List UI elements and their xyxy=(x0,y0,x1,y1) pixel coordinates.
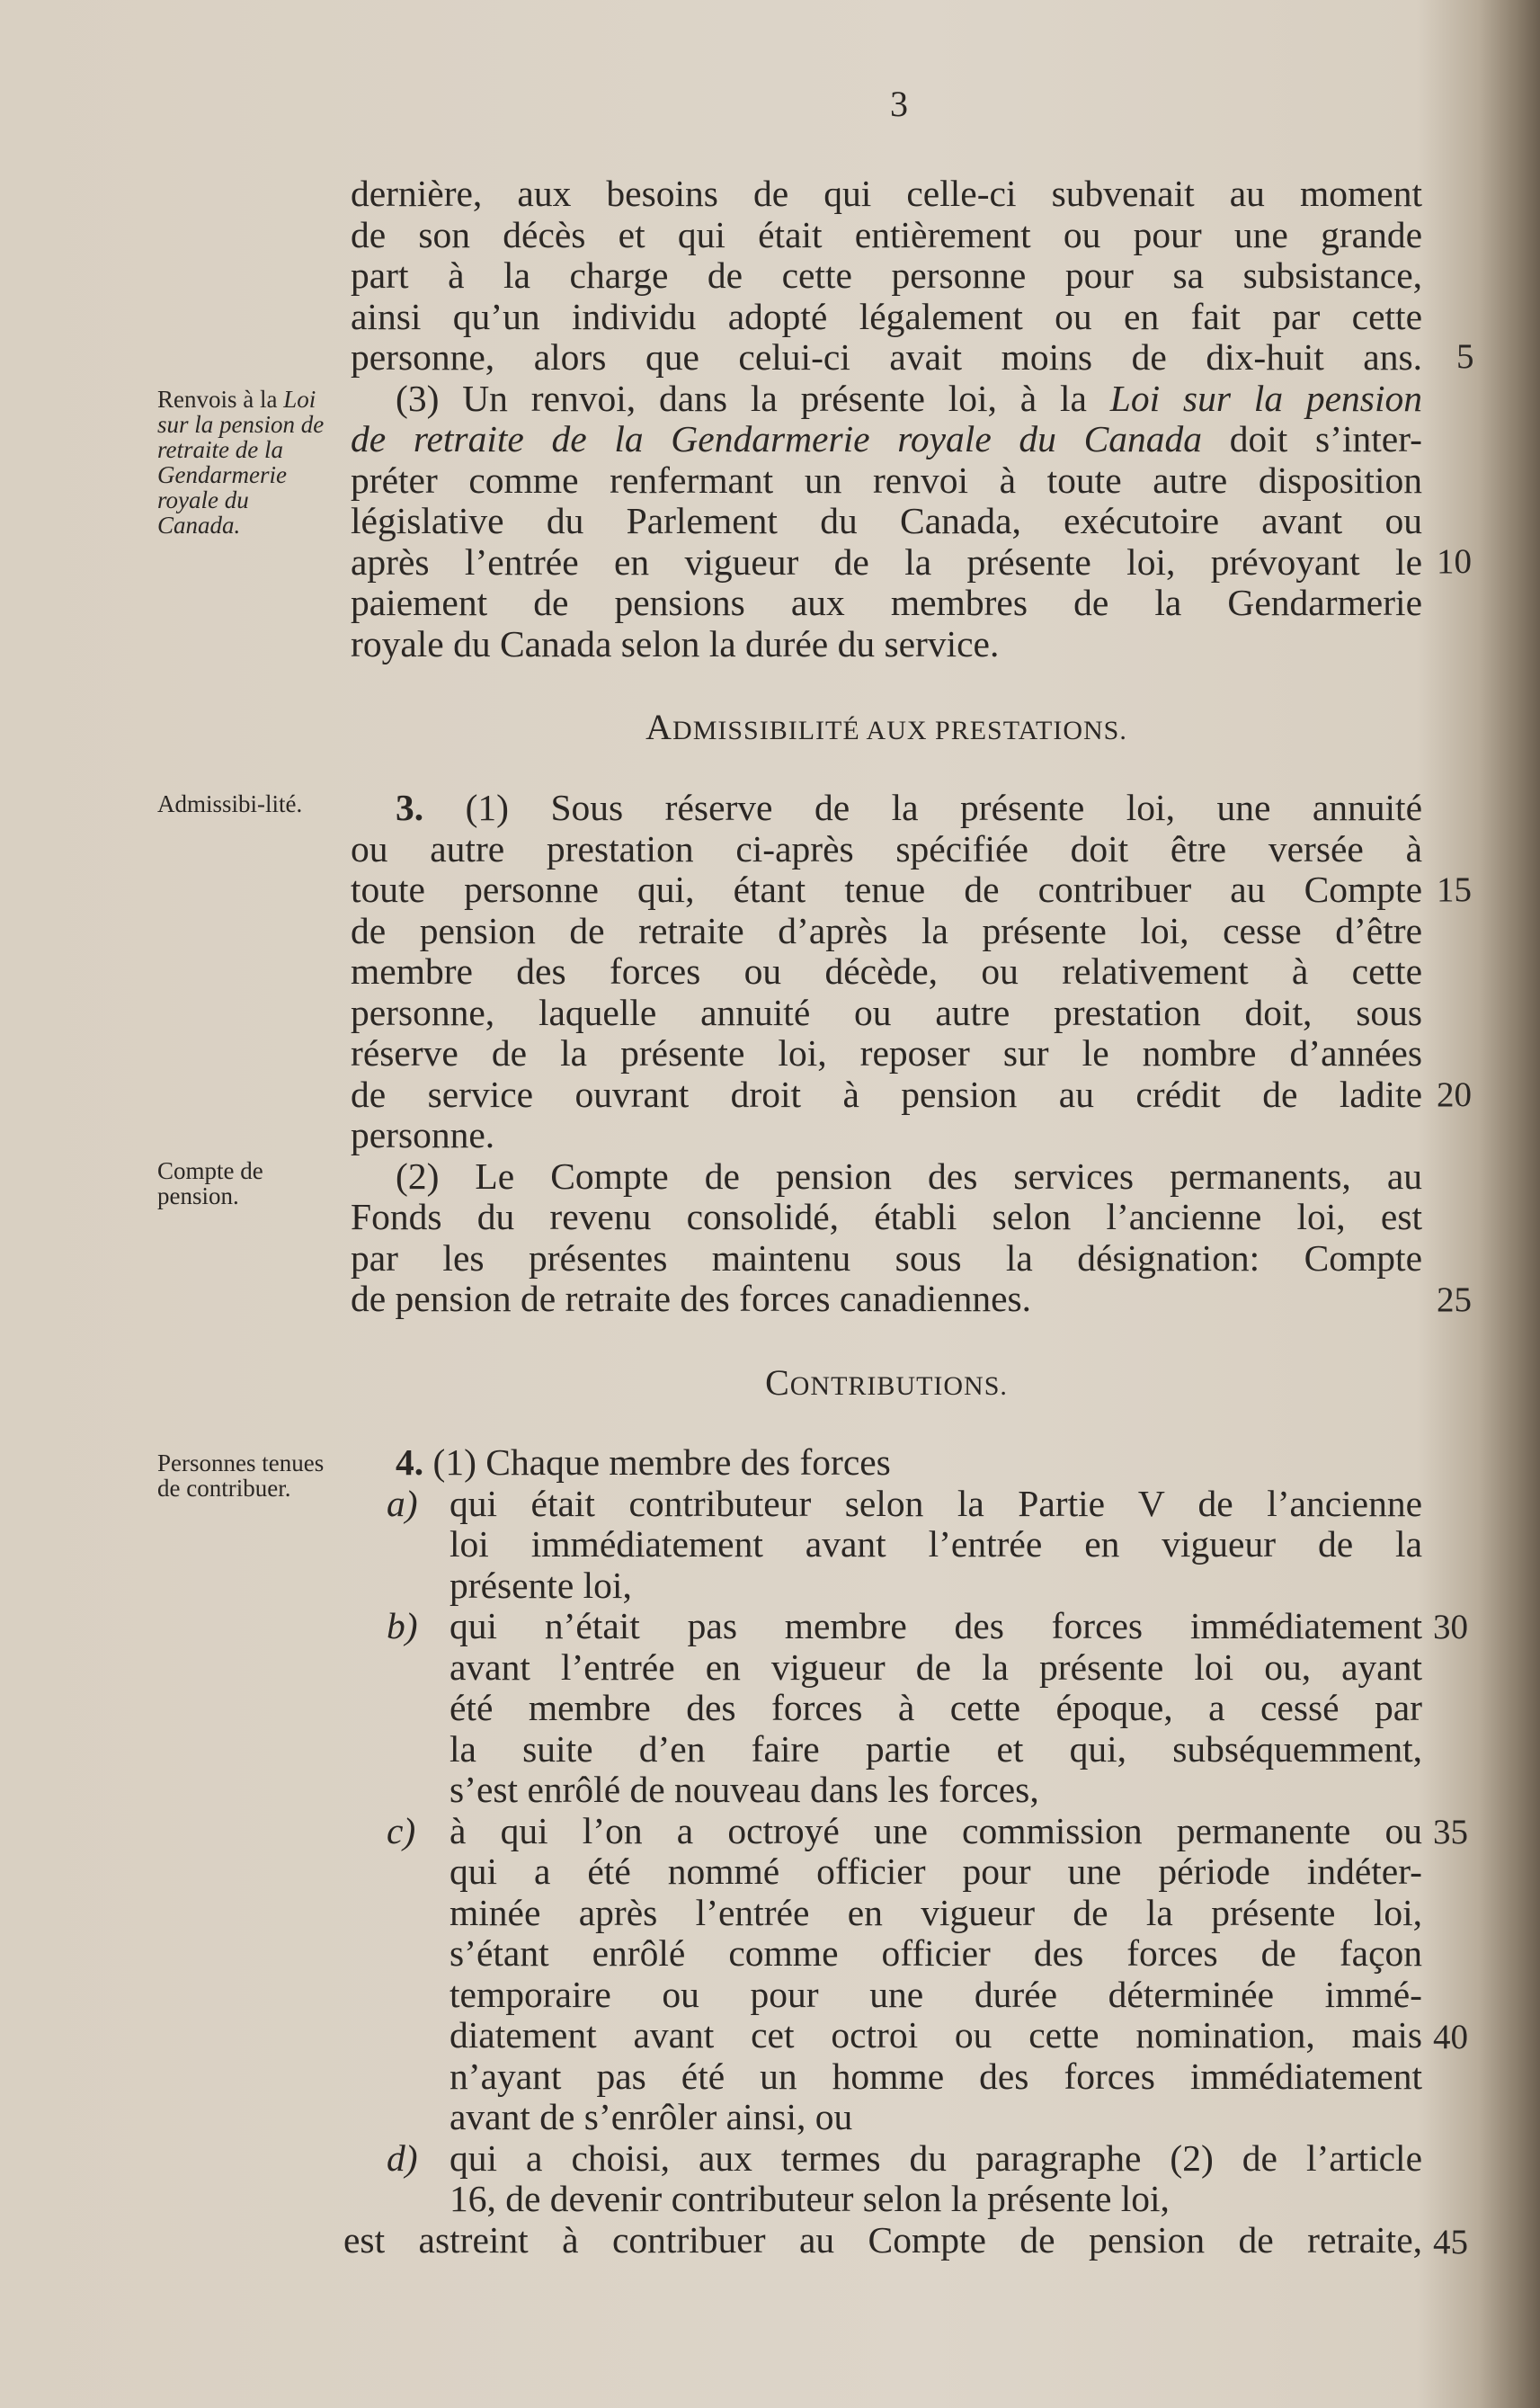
text-line: à qui l’on a octroyé une commission permanente ou xyxy=(450,1809,1422,1851)
text-line: réserve de la présente loi, reposer sur le nombre d’années xyxy=(351,1032,1422,1074)
section-4 xyxy=(343,1441,1422,2261)
list-item-a xyxy=(351,1484,1422,1607)
text-line: royale du Canada selon la durée du service. xyxy=(351,622,1000,664)
text-line: ainsi qu’un individu adopté légalement ou en fait par cette xyxy=(351,295,1422,337)
heading-rest: DMISSIBILITÉ AUX PRESTATIONS. xyxy=(672,716,1127,745)
text-line: été membre des forces à cette époque, a cessé par xyxy=(450,1687,1422,1728)
text-line: par les présentes maintenu sous la désignation: Compte xyxy=(351,1236,1422,1279)
text-line: (2) Le Compte de pension des services permanents, au xyxy=(396,1155,1422,1197)
text-line: avant de s’enrôler ainsi, ou xyxy=(450,2096,853,2137)
page-number: 3 xyxy=(890,84,908,124)
text-line: n’ayant pas été un homme des forces immédiatement xyxy=(450,2055,1422,2097)
para3-start: (3) Un renvoi, dans la présente loi, à la xyxy=(396,377,1110,419)
line-number: 45 xyxy=(1433,2223,1468,2261)
text-line: qui n’était pas membre des forces immédiatement xyxy=(450,1605,1422,1646)
margin-note-renvois-label: Renvois à la xyxy=(157,386,278,413)
line-number: 40 xyxy=(1433,2018,1468,2056)
heading-cap: C xyxy=(765,1362,790,1403)
text-line: qui a été nommé officier pour une période indéter- xyxy=(450,1851,1422,1892)
line-number: 20 xyxy=(1437,1075,1472,1114)
text-line: qui était contributeur selon la Partie V de l’ancienne xyxy=(450,1482,1422,1524)
text-line: personne, alors que celui-ci avait moins de dix-huit ans. xyxy=(351,336,1422,378)
paragraph-3-line-2 xyxy=(351,419,1422,460)
margin-note-renvois xyxy=(157,387,328,538)
margin-note-admissibilite: Admissibi-lité. xyxy=(157,790,303,817)
section-heading-contributions xyxy=(351,1361,1422,1404)
text-line: paiement de pensions aux membres de la Gendarmerie xyxy=(351,582,1422,623)
paragraph-3-line-1 xyxy=(351,379,1422,420)
text-line: toute personne qui, étant tenue de contribuer au Compte xyxy=(351,869,1422,910)
text-line: loi immédiatement avant l’entrée en vigueur de la xyxy=(450,1523,1422,1565)
heading-cap: A xyxy=(645,707,673,747)
list-item-c xyxy=(351,1811,1422,2138)
margin-note-compte: Compte de pension. xyxy=(157,1157,263,1209)
line-number: 35 xyxy=(1433,1813,1468,1851)
text-line: personne. xyxy=(351,1114,495,1155)
item-label: c) xyxy=(387,1809,416,1851)
text-line: s’étant enrôlé comme officier des forces de façon xyxy=(450,1932,1422,1974)
text-line: personne, laquelle annuité ou autre prestation doit, sous xyxy=(351,991,1422,1033)
text-line: temporaire ou pour une durée déterminée immé- xyxy=(450,1973,1422,2015)
line-number: 25 xyxy=(1437,1280,1472,1319)
para3-act-title: Loi sur la pension xyxy=(1109,377,1422,419)
section-4-intro-text: (1) Chaque membre des forces xyxy=(423,1441,891,1483)
text-line: après l’entrée en vigueur de la présente loi, prévoyant le xyxy=(351,540,1422,583)
para3-act-title-cont: de retraite de la Gendarmerie royale du Canada xyxy=(351,418,1203,459)
section-4-intro xyxy=(351,1442,1422,1484)
line-number: 10 xyxy=(1437,542,1472,581)
section-3 xyxy=(351,788,1422,1320)
text-line: qui a choisi, aux termes du paragraphe (2) de l’article xyxy=(450,2136,1422,2179)
section-heading-admissibilite xyxy=(351,706,1422,748)
margin-note-renvois-italic: Loi sur la pension de retraite de la Gendarmerie royale du Canada. xyxy=(157,386,325,539)
margin-note-personnes: Personnes tenues de contribuer. xyxy=(157,1449,325,1502)
item-label: a) xyxy=(387,1482,418,1524)
item-label: b) xyxy=(387,1605,418,1646)
line-number: 30 xyxy=(1433,1608,1468,1646)
text-line: de pension de retraite des forces canadiennes. xyxy=(351,1278,1032,1319)
line-number: 5 xyxy=(1456,337,1474,376)
list-item-b xyxy=(351,1606,1422,1811)
text-line: la suite d’en faire partie et qui, subséquemment, xyxy=(450,1727,1422,1770)
line-number: 15 xyxy=(1437,870,1472,909)
text-line: membre des forces ou décède, ou relativement à cette xyxy=(351,950,1422,992)
text-line: de pension de retraite d’après la présente loi, cesse d’être xyxy=(351,909,1422,951)
section-3-line-1 xyxy=(351,788,1422,829)
text-line: s’est enrôlé de nouveau dans les forces, xyxy=(450,1769,1039,1810)
text-line: minée après l’entrée en vigueur de la présente loi, xyxy=(450,1891,1422,1933)
section-number-4: 4. xyxy=(396,1441,424,1483)
section-4-closing: est astreint à contribuer au Compte de pension de retraite, xyxy=(343,2218,1422,2261)
list-item-d xyxy=(351,2138,1422,2220)
text-line: Fonds du revenu consolidé, établi selon l’ancienne loi, est xyxy=(351,1196,1422,1237)
item-label: d) xyxy=(387,2136,418,2179)
text-line: part à la charge de cette personne pour sa subsistance, xyxy=(351,254,1422,296)
text-line: ou autre prestation ci-après spécifiée doit être versée à xyxy=(351,827,1422,870)
heading-rest: ONTRIBUTIONS. xyxy=(789,1371,1008,1401)
paragraph-continuation xyxy=(351,174,1422,664)
para3-line2-end: doit s’inter- xyxy=(1202,418,1423,459)
text-line: préter comme renfermant un renvoi à toute autre disposition xyxy=(351,459,1422,501)
text-line: diatement avant cet octroi ou cette nomination, mais xyxy=(450,2014,1422,2056)
text-line: 16, de devenir contributeur selon la présente loi, xyxy=(450,2178,1170,2219)
text-line: avant l’entrée en vigueur de la présente loi ou, ayant xyxy=(450,1645,1422,1688)
text-line: dernière, aux besoins de qui celle-ci subvenait au moment xyxy=(351,173,1422,214)
text-line: de son décès et qui était entièrement ou pour une grande xyxy=(351,213,1422,255)
text-line: présente loi, xyxy=(450,1564,632,1606)
section-3-text: (1) Sous réserve de la présente loi, une annuité xyxy=(423,787,1422,828)
section-number-3: 3. xyxy=(396,787,424,828)
text-line: législative du Parlement du Canada, exécutoire avant ou xyxy=(351,500,1422,541)
text-line: de service ouvrant droit à pension au crédit de ladite xyxy=(351,1073,1422,1115)
